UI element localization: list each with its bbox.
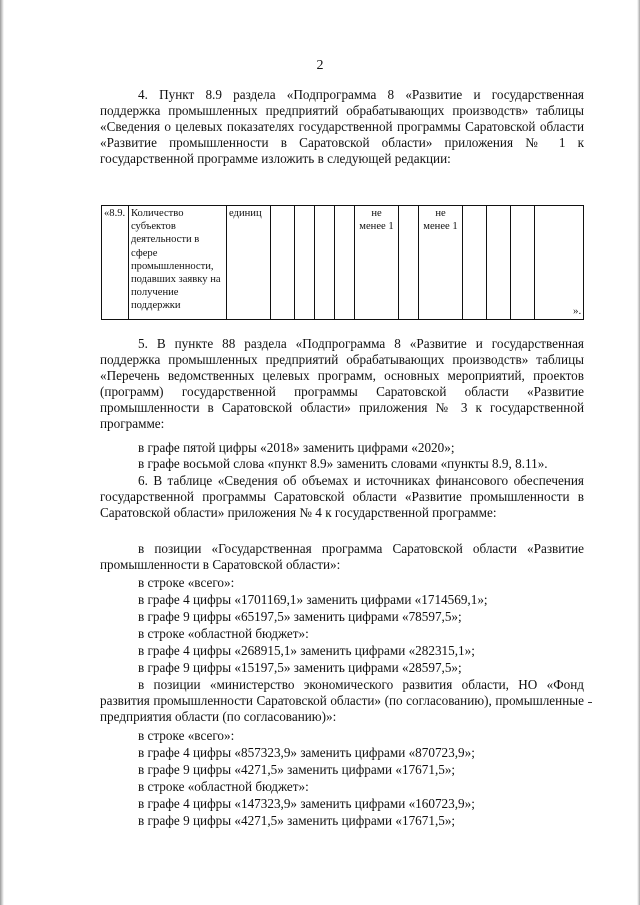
list-item: в графе 9 цифры «65197,5» заменить цифрами «78597,5»; (138, 609, 462, 624)
value-cell-a: не менее 1 (355, 206, 399, 320)
margin-mark (588, 702, 592, 703)
item-6-position-2: в позиции «министерство экономического развития области, НО «Фонд развития промышленности Саратовской области» (по согласованию), промышленные предприятия области (по согласованию)»: (100, 677, 584, 725)
empty-cell (463, 206, 487, 320)
item-4-text: 4. Пункт 8.9 раздела «Подпрограмма 8 «Развитие и государственная поддержка промышленных предприятий обрабатывающих производств» таблицы «Сведения о целевых показателях государственной программы Саратовской области «Развитие промышленности в Саратовской области» приложения № 1 к государственной программе изложить в следующей редакции: (100, 87, 584, 167)
item-6-paragraph (100, 473, 584, 521)
empty-cell (535, 206, 584, 320)
row-number: «8.9. (102, 206, 129, 320)
indicator-name: Количество субъектов деятельности в сфере промышленности, подавших заявку на получение поддержки (129, 206, 227, 320)
table-row (102, 206, 584, 320)
list-item: в графе 4 цифры «1701169,1» заменить цифрами «1714569,1»; (138, 592, 488, 607)
empty-cell (271, 206, 295, 320)
item-5-line-2: в графе восьмой слова «пункт 8.9» заменить словами «пункты 8.9, 8.11». (138, 456, 548, 471)
empty-cell (399, 206, 419, 320)
item-4-paragraph (100, 87, 584, 167)
empty-cell (487, 206, 511, 320)
item-5-paragraph (100, 336, 584, 433)
list-item: в графе 4 цифры «857323,9» заменить цифрами «870723,9»; (138, 745, 475, 760)
indicator-table (101, 205, 584, 320)
item-5-text: 5. В пункте 88 раздела «Подпрограмма 8 «Развитие и государственная поддержка промышленных предприятий обрабатывающих производств» таблицы «Перечень ведомственных целевых программ, основных мероприятий, проектов (программ) государственной программы Саратовской области «Развитие промышленности в Саратовской области» приложения № 3 к государственной программе: (100, 336, 584, 432)
list-item: в графе 9 цифры «4271,5» заменить цифрами «17671,5»; (138, 813, 456, 828)
list-item: в графе 9 цифры «4271,5» заменить цифрами «17671,5»; (138, 762, 456, 777)
list-item: в строке «областной бюджет»: (138, 779, 309, 794)
list-item: в графе 4 цифры «268915,1» заменить цифрами «282315,1»; (138, 643, 475, 658)
list-item: в графе 9 цифры «15197,5» заменить цифрами «28597,5»; (138, 660, 462, 675)
value-cell-b: не менее 1 (419, 206, 463, 320)
item-5-line-1: в графе пятой цифры «2018» заменить цифрами «2020»; (138, 440, 455, 455)
unit-cell: единиц (227, 206, 271, 320)
item-6-position-1: в позиции «Государственная программа Саратовской области «Развитие промышленности в Саратовской области»: (100, 541, 584, 573)
list-item: в строке «всего»: (138, 575, 235, 590)
table-closing-mark: ». (573, 305, 582, 317)
empty-cell (315, 206, 335, 320)
item-6-text: 6. В таблице «Сведения об объемах и источниках финансового обеспечения государственной программы Саратовской области «Развитие промышленности в Саратовской области» приложения № 4 к государственной программе: (100, 473, 584, 521)
list-item: в строке «областной бюджет»: (138, 626, 309, 641)
empty-cell (295, 206, 315, 320)
scan-edge-left (0, 0, 4, 905)
empty-cell (511, 206, 535, 320)
page-number: 2 (316, 58, 324, 73)
empty-cell (335, 206, 355, 320)
list-item: в строке «всего»: (138, 728, 235, 743)
list-item: в графе 4 цифры «147323,9» заменить цифрами «160723,9»; (138, 796, 475, 811)
